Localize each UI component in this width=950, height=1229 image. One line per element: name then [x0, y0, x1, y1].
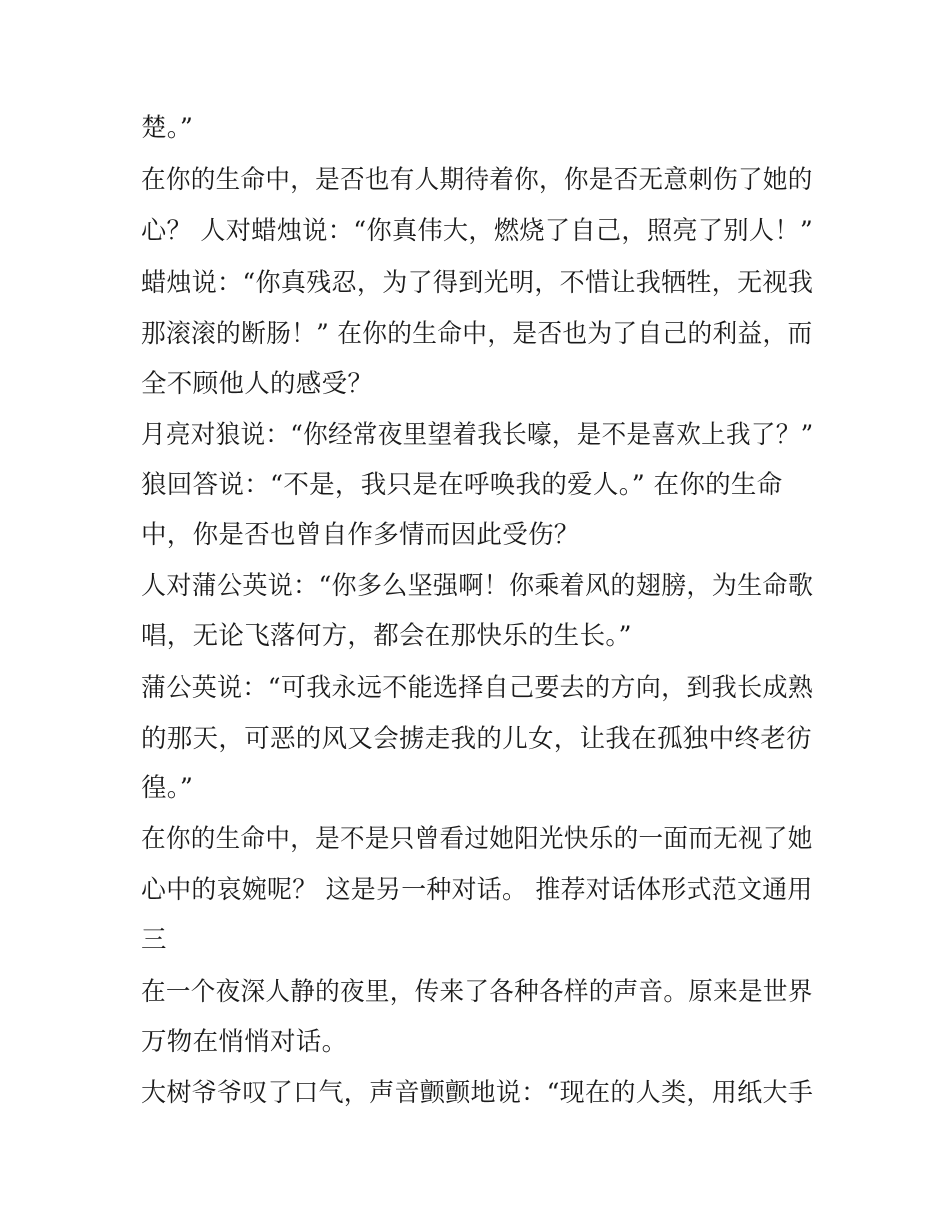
text-line: 徨。” — [141, 773, 194, 803]
text-line: 那滚滚的断肠！” 在你的生命中，是否也为了自己的利益，而 — [141, 319, 813, 349]
text-line: 在你的生命中，是否也有人期待着你，你是否无意刺伤了她的 — [141, 165, 813, 195]
text-line: 全不顾他人的感受？ — [141, 369, 374, 399]
text-line: 蒲公英说：“可我永远不能选择自己要去的方向，到我长成熟 — [141, 673, 814, 703]
text-line: 在一个夜深人静的夜里，传来了各种各样的声音。原来是世界 — [141, 977, 813, 1007]
text-line: 狼回答说：“不是，我只是在呼唤我的爱人。” 在你的生命 — [141, 470, 783, 500]
text-line: 人对蒲公英说：“你多么坚强啊！你乘着风的翅膀，为生命歌 — [141, 571, 814, 601]
text-line: 在你的生命中，是不是只曾看过她阳光快乐的一面而无视了她 — [141, 824, 813, 854]
text-line: 蜡烛说：“你真残忍，为了得到光明，不惜让我牺牲，无视我 — [141, 268, 814, 298]
text-line: 唱，无论飞落何方，都会在那快乐的生长。” — [141, 621, 632, 651]
text-line: 中，你是否也曾自作多情而因此受伤？ — [141, 520, 580, 550]
text-line: 大树爷爷叹了口气，声音颤颤地说：“现在的人类，用纸大手 — [141, 1078, 814, 1108]
text-line: 心？ 人对蜡烛说：“你真伟大，燃烧了自己，照亮了别人！” — [141, 216, 814, 246]
text-line: 心中的哀婉呢？ 这是另一种对话。 推荐对话体形式范文通用 — [141, 875, 813, 905]
text-line: 三 — [141, 925, 167, 955]
text-line: 月亮对狼说：“你经常夜里望着我长嚎，是不是喜欢上我了？” — [141, 420, 814, 450]
text-line: 的那天，可恶的风又会掳走我的儿女，让我在孤独中终老彷 — [141, 724, 812, 754]
text-line: 楚。” — [141, 113, 194, 143]
text-line: 万物在悄悄对话。 — [141, 1027, 348, 1057]
